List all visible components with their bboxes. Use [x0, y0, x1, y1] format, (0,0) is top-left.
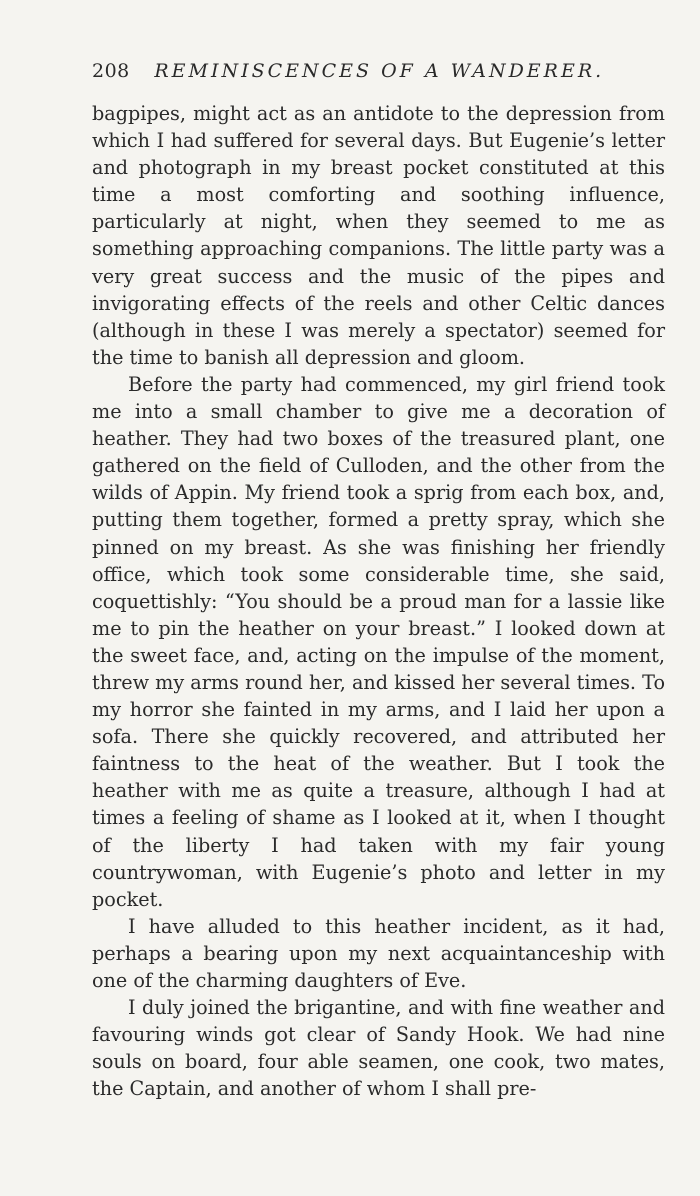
paragraph: I have alluded to this heather incident, as it had, perhaps a bearing upon my next acquaintanceship with one of the charming daughters of Eve.	[92, 914, 665, 992]
paragraph: I duly joined the brigantine, and with fine weather and favouring winds got clear of Sandy Hook. We had nine souls on board, four able seamen, one cook, two mates, the Captain, and another of whom I shall pre-	[92, 996, 665, 1101]
running-header	[92, 60, 612, 82]
running-title: REMINISCENCES OF A WANDERER.	[154, 60, 605, 82]
body-text	[92, 100, 665, 1102]
paragraph: bagpipes, might act as an antidote to the depression from which I had suffered for several days. But Eugenie’s letter and photograph in my breast pocket constituted at this time a most comforting and soothing influence, particularly at night, when they seemed to me as something approaching companions. The little party was a very great success and the music of the pipes and invigorating effects of the reels and other Celtic dances (although in these I was merely a spectator) seemed for the time to banish all depression and gloom.	[92, 102, 665, 369]
paragraph: Before the party had commenced, my girl friend took me into a small chamber to give me a decoration of heather. They had two boxes of the treasured plant, one gathered on the field of Culloden, and the other from the wilds of Appin. My friend took a sprig from each box, and, putting them together, formed a pretty spray, which she pinned on my breast. As she was finishing her friendly office, which took some considerable time, she said, coquettishly: “You should be a proud man for a lassie like me to pin the heather on your breast.” I looked down at the sweet face, and, acting on the impulse of the moment, threw my arms round her, and kissed her several times. To my horror she fainted in my arms, and I laid her upon a sofa. There she quickly recovered, and attributed her faintness to the heat of the weather. But I took the heather with me as quite a treasure, although I had at times a feeling of shame as I looked at it, when I thought of the liberty I had taken with my fair young countrywoman, with Eugenie’s photo and letter in my pocket.	[92, 372, 665, 911]
page-number: 208	[92, 60, 130, 82]
